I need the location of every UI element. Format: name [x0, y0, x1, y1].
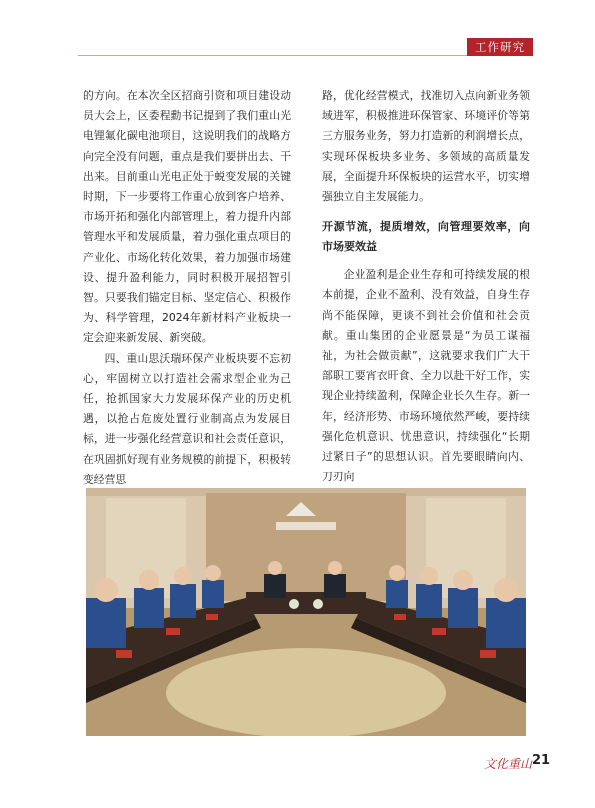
left-paragraph-2: 四、重山思沃瑞环保产业板块要不忘初心，牢固树立以打造社会需求型企业为己任，抢抓国家大力发展环保产业的历史机遇，以抢占危废处置行业制高点为发展目标，进一步强化经营意识和社会责任意识，在巩固抓好现有业务规模的前提下，积极转变经营思: [83, 351, 291, 486]
section-tag: 工作研究: [467, 38, 533, 56]
meeting-photo-illustration: [86, 488, 526, 736]
meeting-photo: [86, 488, 526, 736]
header-rule: [78, 55, 533, 56]
magazine-logo: 文化重山: [484, 757, 533, 771]
page-number: 21: [532, 753, 551, 768]
right-paragraph-2: 企业盈利是企业生存和可持续发展的根本前提，企业不盈利、没有效益，自身生存尚不能保障，更谈不到社会价值和社会贡献。重山集团的企业愿景是“为员工谋福祉，为社会做贡献”，这就要求我们广大干部职工要宵衣旰食、全力以赴干好工作，实现企业持续盈利，保障企业长久生存。新一年，经济形势、市场环境依然严峻，要持续强化危机意识、忧患意识，持续强化“长期过紧日子”的思想认识。首先要眼睛向内、刀刃向: [322, 268, 530, 484]
left-column: [83, 86, 291, 490]
right-paragraph-1: 路，优化经营模式，找准切入点向新业务领域进军，积极推进环保管家、环境评价等第三方服务业务，努力打造新的利润增长点，实现环保板块多业务、多领域的高质量发展，全面提升环保板块的运营水平，切实增强独立自主发展能力。: [322, 89, 530, 204]
right-column: [322, 86, 530, 487]
left-paragraph-1: 的方向。在本次全区招商引资和项目建设动员大会上，区委程勳书记提到了我们重山光电锂氟化碳电池项目，这说明我们的战略方向完全没有问题，重点是我们要拼出去、干出来。目前重山光电正处于蜕变发展的关键时期，下一步要将工作重心放到客户培养、市场开拓和强化内部管理上，着力提升内部管理水平和发展质量，着力强化重点项目的产业化、市场化转化效果，着力加强市场建设、提升盈利能力，同时积极开展招智引智。只要我们锚定目标、坚定信心、积极作为、科学管理，2024年新材料产业板块一定会迎来新发展、新突破。: [83, 89, 291, 345]
section-subheading: 开源节流，提质增效，向管理要效率，向市场要效益: [322, 220, 530, 254]
